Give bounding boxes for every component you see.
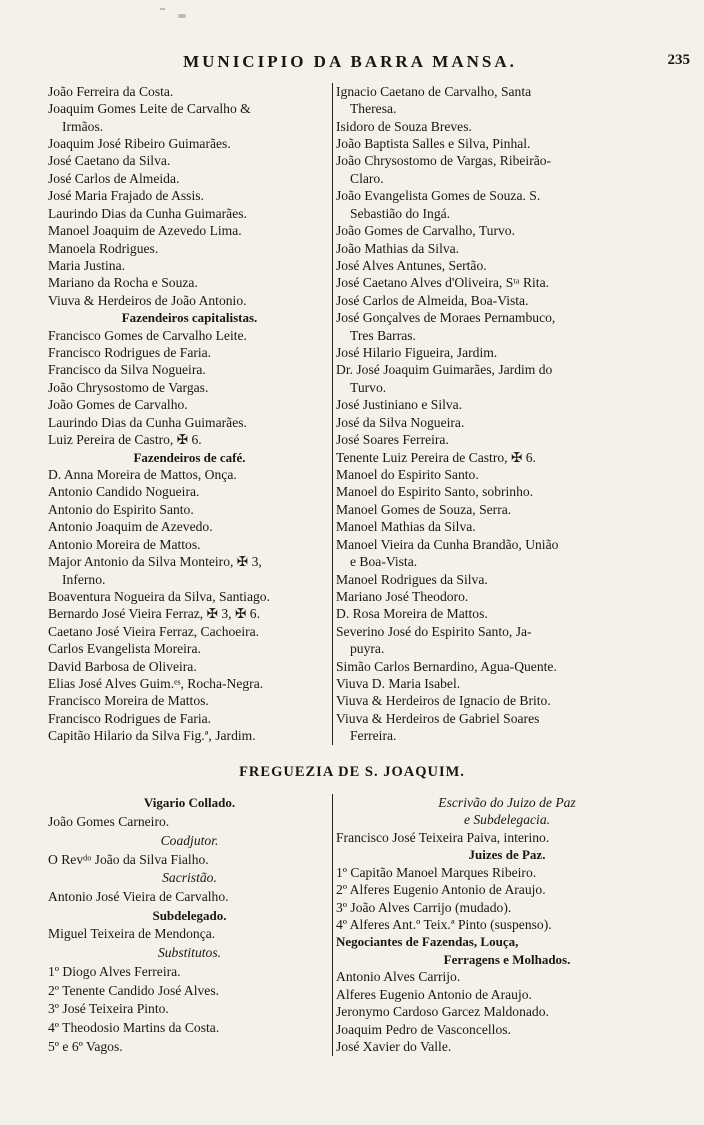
role-heading: Escrivão do Juizo de Paz (438, 794, 576, 810)
directory-entry: Francisco Rodrigues de Faria. (48, 345, 212, 361)
left-column (48, 83, 331, 745)
directory-entry: Manoel do Espirito Santo, sobrinho. (336, 484, 534, 500)
directory-entry: Laurindo Dias da Cunha Guimarães. (48, 414, 247, 430)
role-heading: Substitutos. (157, 945, 222, 961)
directory-entry: Claro. (350, 170, 384, 186)
directory-entry: João Chrysostomo de Vargas, Ribeirão- (336, 153, 552, 169)
directory-entry: José Soares Ferreira. (336, 432, 449, 448)
directory-entry: João Baptista Salles e Silva, Pinhal. (336, 135, 531, 151)
directory-entry: O Revᵈᵒ João da Silva Fialho. (48, 851, 209, 867)
page-number: 235 (667, 52, 690, 68)
directory-entry: Alferes Eugenio Antonio de Araujo. (336, 986, 532, 1002)
column-divider (332, 83, 333, 745)
section-heading: Fazendeiros de café. (133, 449, 246, 465)
directory-entry: Joaquim Gomes Leite de Carvalho & (48, 101, 251, 117)
directory-entry: Antonio Moreira de Mattos. (48, 536, 201, 552)
section-heading: Ferragens e Molhados. (443, 951, 571, 967)
directory-entry: Viuva & Herdeiros de João Antonio. (48, 292, 247, 308)
page-header (50, 52, 690, 78)
directory-entry: Tres Barras. (350, 327, 416, 343)
directory-entry: Mariano José Theodoro. (336, 588, 469, 604)
directory-entry: Capitão Hilario da Silva Fig.ª, Jardim. (48, 728, 256, 744)
role-heading: Sacristão. (162, 870, 217, 886)
freguezia-title: FREGUEZIA DE S. JOAQUIM. (239, 764, 465, 780)
directory-entry: José Carlos de Almeida, Boa-Vista. (336, 292, 529, 308)
directory-entry: Francisco Moreira de Mattos. (48, 693, 209, 709)
role-heading: Coadjutor. (160, 832, 219, 848)
paper-mark (160, 8, 165, 10)
role-heading: e Subdelegacia. (463, 812, 551, 828)
directory-entry: João Gomes de Carvalho. (48, 397, 188, 413)
directory-entry: Boaventura Nogueira da Silva, Santiago. (48, 588, 270, 604)
directory-entry: 5º e 6º Vagos. (48, 1038, 123, 1054)
directory-entry: Manoel Mathias da Silva. (336, 519, 476, 535)
municipio-directory (48, 83, 678, 745)
directory-entry: João Gomes de Carvalho, Turvo. (336, 223, 515, 239)
directory-entry: Turvo. (350, 379, 387, 395)
directory-entry: Carlos Evangelista Moreira. (48, 641, 201, 657)
page-title: MUNICIPIO DA BARRA MANSA. (183, 52, 517, 71)
directory-entry: João Chrysostomo de Vargas. (48, 379, 209, 395)
directory-entry: João Ferreira da Costa. (48, 83, 174, 99)
directory-entry: José Justiniano e Silva. (336, 397, 463, 413)
directory-entry: João Mathias da Silva. (336, 240, 460, 256)
directory-entry: Sebastião do Ingá. (350, 205, 451, 221)
right-column (336, 794, 678, 1056)
directory-entry: D. Anna Moreira de Mattos, Onça. (48, 466, 237, 482)
directory-entry: Manoel Vieira da Cunha Brandão, União (336, 536, 559, 552)
directory-entry: Manoel do Espirito Santo. (336, 466, 479, 482)
directory-entry: 3º João Alves Carrijo (mudado). (336, 899, 512, 915)
directory-entry: Caetano José Vieira Ferraz, Cachoeira. (48, 623, 260, 639)
directory-entry: Tenente Luiz Pereira de Castro, ✠ 6. (336, 449, 536, 465)
directory-entry: Joaquim Pedro de Vasconcellos. (336, 1021, 511, 1037)
freguezia-directory (48, 794, 678, 1056)
section-heading: Juizes de Paz. (468, 847, 546, 863)
directory-entry: Laurindo Dias da Cunha Guimarães. (48, 205, 247, 221)
directory-entry: 1º Capitão Manoel Marques Ribeiro. (336, 864, 537, 880)
directory-entry: Ignacio Caetano de Carvalho, Santa (336, 83, 532, 99)
directory-entry: Major Antonio da Silva Monteiro, ✠ 3, (48, 554, 262, 570)
directory-entry: Inferno. (62, 571, 106, 587)
directory-entry: Isidoro de Souza Breves. (336, 118, 472, 134)
directory-entry: Simão Carlos Bernardino, Agua-Quente. (336, 658, 557, 674)
directory-entry: Dr. José Joaquim Guimarães, Jardim do (336, 362, 553, 378)
directory-entry: 2º Alferes Eugenio Antonio de Araujo. (336, 882, 546, 898)
directory-entry: Antonio Candido Nogueira. (48, 484, 200, 500)
column-divider (332, 794, 333, 1056)
directory-entry: José Alves Antunes, Sertão. (336, 257, 487, 273)
directory-entry: Jeronymo Cardoso Garcez Maldonado. (336, 1004, 549, 1020)
directory-entry: Elias José Alves Guim.ᵉˢ, Rocha-Negra. (48, 676, 264, 692)
directory-entry: D. Rosa Moreira de Mattos. (336, 606, 488, 622)
section-heading: Negociantes de Fazendas, Louça, (336, 934, 519, 950)
directory-entry: Antonio do Espirito Santo. (48, 501, 194, 517)
directory-entry: Francisco José Teixeira Paiva, interino. (336, 829, 550, 845)
directory-entry: José Hilario Figueira, Jardim. (336, 345, 498, 361)
directory-entry: Francisco da Silva Nogueira. (48, 362, 206, 378)
directory-entry: Viuva & Herdeiros de Gabriel Soares (336, 710, 540, 726)
directory-entry: Antonio José Vieira de Carvalho. (48, 888, 229, 904)
directory-entry: Francisco Rodrigues de Faria. (48, 710, 212, 726)
directory-entry: Ferreira. (350, 728, 397, 744)
directory-entry: 3º José Teixeira Pinto. (48, 1001, 169, 1017)
directory-entry: José Caetano da Silva. (48, 153, 171, 169)
directory-entry: Theresa. (350, 101, 397, 117)
directory-entry: José Xavier do Valle. (336, 1039, 452, 1055)
directory-entry: Severino José do Espirito Santo, Ja- (336, 623, 532, 639)
directory-entry: José Gonçalves de Moraes Pernambuco, (336, 310, 556, 326)
directory-entry: Francisco Gomes de Carvalho Leite. (48, 327, 247, 343)
directory-entry: puyra. (350, 641, 385, 657)
section-heading: Subdelegado. (152, 907, 227, 923)
section-heading: Vigario Collado. (143, 795, 236, 811)
directory-entry: Antonio Joaquim de Azevedo. (48, 519, 213, 535)
directory-entry: 4º Alferes Ant.º Teix.ª Pinto (suspenso). (336, 917, 552, 933)
directory-entry: Maria Justina. (48, 257, 126, 273)
directory-entry: Mariano da Rocha e Souza. (48, 275, 198, 291)
directory-entry: 2º Tenente Candido José Alves. (48, 982, 220, 998)
directory-entry: Manoel Gomes de Souza, Serra. (336, 501, 512, 517)
directory-entry: José Carlos de Almeida. (48, 170, 180, 186)
directory-entry: Irmãos. (62, 118, 104, 134)
directory-entry: Manoel Rodrigues da Silva. (336, 571, 488, 587)
directory-entry: Luiz Pereira de Castro, ✠ 6. (48, 432, 202, 448)
directory-entry: Manoela Rodrigues. (48, 240, 159, 256)
directory-entry: João Evangelista Gomes de Souza. S. (336, 188, 541, 204)
paper-mark (178, 14, 186, 18)
directory-entry: José Caetano Alves d'Oliveira, Sᵗᵃ Rita. (336, 275, 550, 291)
left-column (48, 794, 331, 1056)
right-column (336, 83, 678, 745)
section-heading: Fazendeiros capitalistas. (121, 310, 258, 326)
directory-entry: David Barbosa de Oliveira. (48, 658, 197, 674)
directory-entry: João Gomes Carneiro. (48, 814, 170, 830)
directory-entry: José Maria Frajado de Assis. (48, 188, 204, 204)
directory-entry: Antonio Alves Carrijo. (336, 969, 461, 985)
directory-entry: Miguel Teixeira de Mendonça. (48, 926, 216, 942)
directory-entry: Viuva & Herdeiros de Ignacio de Brito. (336, 693, 551, 709)
directory-entry: e Boa-Vista. (350, 554, 418, 570)
directory-entry: Manoel Joaquim de Azevedo Lima. (48, 223, 242, 239)
directory-entry: Bernardo José Vieira Ferraz, ✠ 3, ✠ 6. (48, 606, 260, 622)
directory-entry: 1º Diogo Alves Ferreira. (48, 963, 181, 979)
directory-entry: Viuva D. Maria Isabel. (336, 676, 461, 692)
directory-entry: Joaquim José Ribeiro Guimarães. (48, 135, 231, 151)
directory-entry: 4º Theodosio Martins da Costa. (48, 1019, 220, 1035)
directory-entry: José da Silva Nogueira. (336, 414, 465, 430)
